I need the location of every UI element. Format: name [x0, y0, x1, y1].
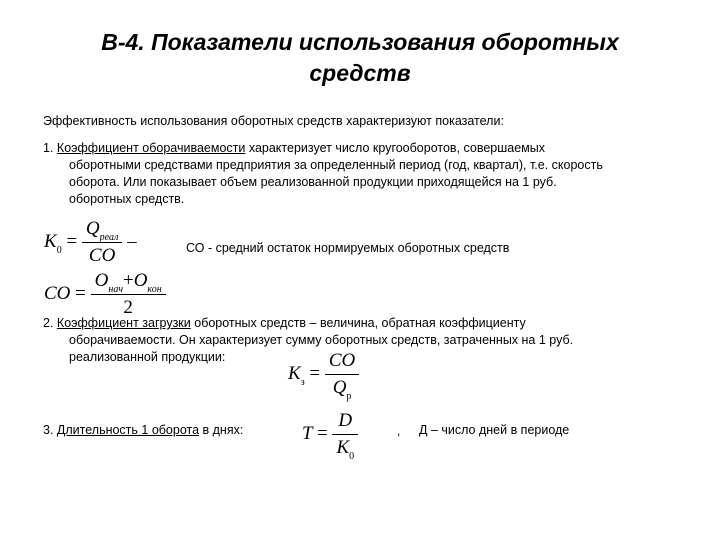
- fraction-denominator: $Q_р$: [332, 377, 352, 402]
- formula-lhs-sub: з: [300, 376, 305, 388]
- page-title: В-4. Показатели использования оборотных средств: [101, 29, 619, 86]
- formula-lhs: K: [44, 230, 57, 252]
- term-load-ratio: Коэффициент загрузки: [56, 316, 191, 330]
- formula-eq: =: [75, 282, 86, 304]
- item-turnover-duration: [43, 422, 243, 439]
- item-text-line: оборотными средствами предприятия за определенный период (год, квартал), т.е. скорость: [69, 158, 603, 172]
- item-text-line: оборотных средств – величина, обратная коэффициенту: [190, 316, 526, 330]
- item-turnover-ratio: [43, 140, 683, 208]
- item-number: 2.: [43, 316, 57, 330]
- formula-eq: =: [66, 230, 78, 252]
- formula-fraction: [325, 350, 359, 402]
- formula-lhs: CO: [44, 282, 71, 304]
- intro-text: Эффективность использования оборотных средств характеризуют показатели:: [43, 114, 504, 128]
- formula-eq: =: [316, 422, 328, 444]
- item-text-line: реализованной продукции:: [69, 350, 226, 364]
- term-turnover-duration: Длительность 1 оборота: [56, 423, 200, 437]
- item-number: 3.: [43, 423, 57, 437]
- fraction-denominator: CO: [88, 245, 116, 266]
- fraction-denominator: 2: [123, 297, 133, 318]
- formula-load-ratio: [288, 350, 359, 402]
- formula-lhs: T: [302, 422, 313, 444]
- formula-lhs: K: [288, 362, 301, 384]
- item-load-ratio: [43, 315, 683, 366]
- formula-fraction: [82, 218, 122, 267]
- separator-comma: ,: [397, 424, 401, 438]
- item-text-line: характеризует число кругооборотов, совершаемых: [245, 141, 546, 155]
- fraction-numerator: D: [332, 410, 358, 435]
- fraction-denominator: $K_0$: [336, 437, 355, 462]
- fraction-numerator: CO: [325, 350, 359, 375]
- fraction-numerator: $Q_{реал}$: [82, 218, 122, 243]
- co-definition: СО - средний остаток нормируемых оборотных средств: [186, 241, 510, 255]
- item-text: в днях:: [199, 423, 244, 437]
- formula-eq: =: [309, 362, 321, 384]
- item-text-line: оборотных средств.: [69, 192, 185, 206]
- formula-fraction: [332, 410, 358, 462]
- item-text-line: оборота. Или показывает объем реализованной продукции приходящейся на 1 руб.: [69, 175, 557, 189]
- formula-duration: [302, 410, 358, 462]
- item-text-line: оборачиваемости. Он характеризует сумму оборотных средств, затраченных на 1 руб.: [69, 333, 574, 347]
- formula-average-balance: [44, 270, 166, 319]
- fraction-numerator: $O_{нач}+O_{кон}$: [91, 270, 166, 295]
- item-number: 1.: [43, 141, 57, 155]
- d-definition: Д – число дней в периоде: [419, 423, 570, 437]
- formula-turnover-ratio: [44, 218, 137, 267]
- term-turnover-ratio: Коэффициент оборачиваемости: [56, 141, 246, 155]
- formula-dash: –: [127, 230, 137, 252]
- formula-fraction: [91, 270, 166, 319]
- formula-lhs-sub: 0: [56, 244, 62, 256]
